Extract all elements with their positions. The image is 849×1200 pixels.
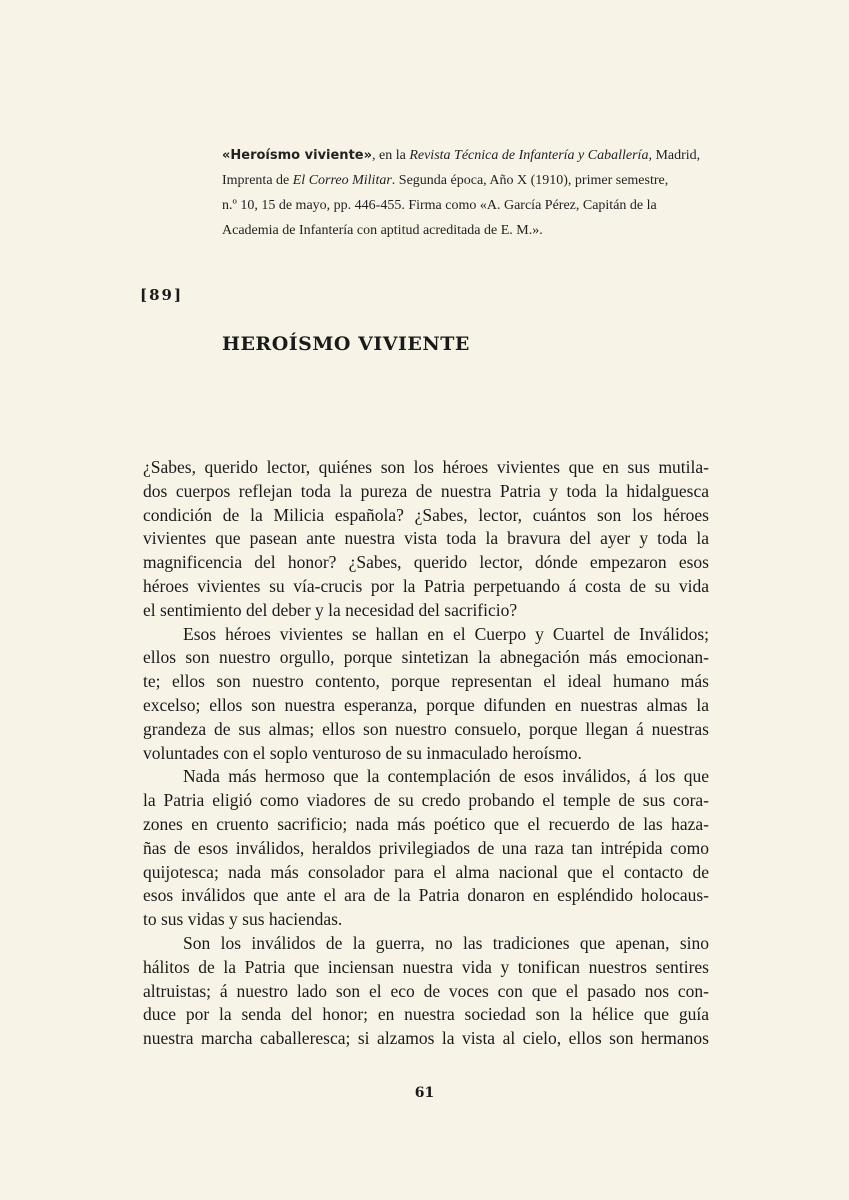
source-text: , en la — [372, 148, 410, 163]
body-line: nuestra marcha caballeresca; si alzamos la vista al cielo, ellos son hermanos — [143, 1028, 709, 1049]
body-line: altruistas; á nuestro lado son el eco de voces con que el pasado nos con- — [143, 980, 709, 1001]
body-line: quijotesca; nada más consolador para el alma nacional que el contacto de — [143, 861, 709, 882]
body-line: grandeza de sus almas; ellos son nuestro consuelo, porque llegan á nuestras — [143, 718, 709, 739]
body-line: esos inválidos que ante el ara de la Patria donaron en espléndido holocaus- — [143, 885, 709, 906]
source-journal-name: Revista Técnica de Infantería y Caballería — [409, 148, 649, 163]
body-line: héroes vivientes su vía-crucis por la Patria perpetuando á costa de su vida — [143, 575, 709, 596]
body-line: vivientes que pasean ante nuestra vista toda la bravura del ayer y toda la — [143, 528, 709, 549]
body-line: magnificencia del honor? ¿Sabes, querido lector, dónde empezaron esos — [143, 552, 709, 573]
body-line: te; ellos son nuestro contento, porque representan el ideal humano más — [143, 671, 709, 692]
body-line: la Patria eligió como viadores de su credo probando el temple de sus cora- — [143, 790, 709, 811]
body-line: Son los inválidos de la guerra, no las tradiciones que apenan, sino — [183, 932, 709, 953]
page-number: 61 — [414, 1085, 435, 1101]
body-line: hálitos de la Patria que inciensan nuestra vida y tonifican nuestros sentires — [143, 956, 709, 977]
source-note-line-2 — [222, 168, 692, 193]
source-printer-name: El Correo Militar — [292, 173, 392, 188]
source-note-line-3: n.º 10, 15 de mayo, pp. 446-455. Firma como «A. García Pérez, Capitán de la — [222, 198, 657, 213]
body-line: excelso; ellos son nuestra esperanza, porque difunden en nuestras almas la — [143, 694, 709, 715]
document-title: HEROÍSMO VIVIENTE — [222, 333, 470, 355]
body-line: duce por la senda del honor; en nuestra sociedad son la hélice que guía — [143, 1004, 709, 1025]
body-line: dos cuerpos reflejan toda la pureza de nuestra Patria y toda la hidalguesca — [143, 480, 709, 501]
body-line: condición de la Milicia española? ¿Sabes, lector, cuántos son los héroes — [143, 504, 709, 525]
source-article-title: «Heroísmo viviente» — [222, 148, 372, 163]
source-note-line-4: Academia de Infantería con aptitud acreditada de E. M.». — [222, 223, 543, 238]
source-text: , Madrid, — [648, 148, 701, 163]
body-line: zones en cruento sacrificio; nada más poético que el recuerdo de las haza- — [143, 813, 709, 834]
body-text — [143, 456, 709, 1051]
body-line: Esos héroes vivientes se hallan en el Cuerpo y Cuartel de Inválidos; — [183, 623, 709, 644]
source-note-line-1 — [222, 143, 701, 168]
source-note — [222, 143, 701, 243]
document-number: [89] — [140, 286, 184, 304]
body-line: voluntades con el soplo venturoso de su inmaculado heroísmo. — [143, 742, 582, 763]
body-line: ¿Sabes, querido lector, quiénes son los héroes vivientes que en sus mutila- — [143, 457, 709, 477]
body-line: ellos son nuestro orgullo, porque sintetizan la abnegación más emocionan- — [143, 647, 709, 668]
body-line: ñas de esos inválidos, heraldos privilegiados de una raza tan intrépida como — [143, 837, 709, 858]
source-text: Imprenta de — [222, 173, 293, 188]
body-line: el sentimiento del deber y la necesidad del sacrificio? — [143, 599, 518, 620]
body-line: Nada más hermoso que la contemplación de esos inválidos, á los que — [183, 766, 709, 787]
body-line: to sus vidas y sus haciendas. — [143, 909, 343, 930]
source-text: . Segunda época, Año X (1910), primer semestre, — [391, 173, 669, 188]
